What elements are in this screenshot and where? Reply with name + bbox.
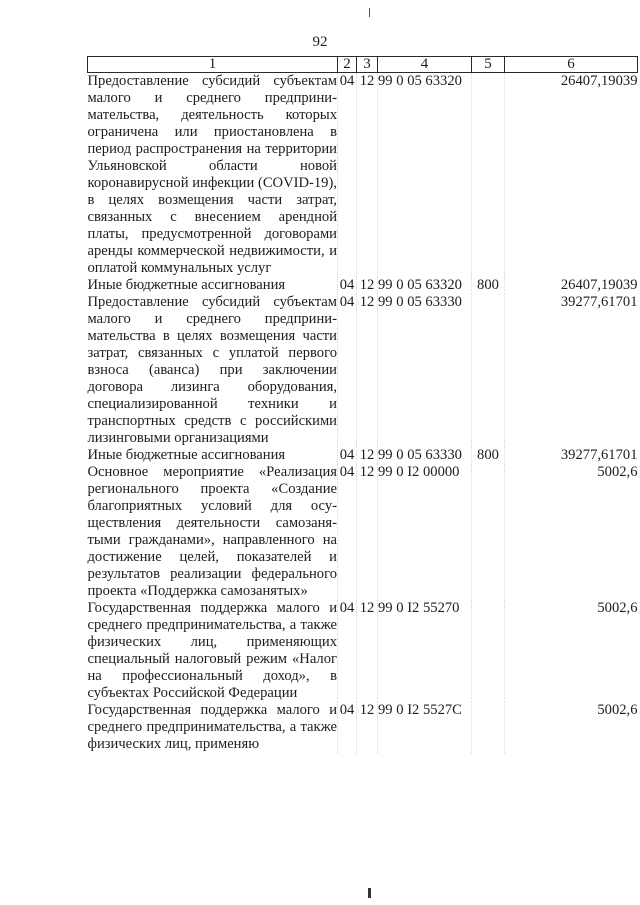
row-name: Предоставление субсидий субъектам малого и среднего предпринимательства, деятельность которых ограничена или приостановлена в период распространения на территории Ульяновской области новой коронавирусной инфекции (COVID-19), в целях возмещения части затрат, связанных с внесением арендной платы, предусмотренной договорами аренды коммерческой недвижимости, и оплатой коммунальных услуг	[87, 73, 337, 276]
row-amount: 26407,19039	[560, 277, 638, 293]
row-target-article: 99 0 05 63320	[378, 277, 472, 294]
header-col-1: 1	[88, 57, 338, 73]
header-col-6: 6	[505, 57, 638, 73]
row-target-article: 99 0 05 63330	[378, 447, 472, 464]
row-name: Государственная поддержка малого и среднего предпринимательства, а также физических лиц, применяю	[87, 702, 337, 752]
header-col-3: 3	[357, 57, 378, 73]
table-row	[88, 73, 638, 278]
table-row	[88, 447, 638, 464]
row-name: Иные бюджетные ассигнования	[88, 447, 338, 464]
table-row	[88, 600, 638, 702]
row-subsection: 12	[357, 702, 378, 753]
row-target-article: 99 0 I2 55270	[378, 600, 472, 702]
row-amount: 5002,6	[597, 600, 638, 616]
row-expense-type	[472, 294, 505, 447]
table-row	[88, 294, 638, 447]
row-section: 04	[339, 464, 355, 480]
row-expense-type	[472, 702, 505, 753]
row-section: 04	[339, 294, 355, 310]
row-section: 04	[339, 277, 355, 293]
row-amount: 5002,6	[597, 464, 638, 480]
page-number: 92	[312, 34, 328, 50]
row-expense-type: 800	[472, 447, 505, 464]
row-amount: 39277,61701	[560, 447, 638, 463]
row-section: 04	[339, 702, 355, 718]
budget-table	[87, 56, 638, 753]
table-row	[88, 277, 638, 294]
row-expense-type	[472, 600, 505, 702]
row-subsection: 12	[357, 447, 378, 464]
row-subsection: 12	[357, 600, 378, 702]
row-target-article: 99 0 I2 5527C	[378, 702, 472, 753]
row-target-article: 99 0 05 63320	[378, 73, 472, 278]
header-col-2: 2	[338, 57, 357, 73]
row-target-article: 99 0 05 63330	[378, 294, 472, 447]
row-subsection: 12	[357, 464, 378, 600]
scan-mark-top	[369, 8, 370, 17]
row-subsection: 12	[357, 294, 378, 447]
header-col-4: 4	[378, 57, 472, 73]
row-target-article: 99 0 I2 00000	[378, 464, 472, 600]
row-name: Основное мероприятие «Реализация регионального проекта «Создание благоприятных условий для осуществления деятельности самозанятыми гражданами», направленного на достижение целей, показателей и результатов реализации федерального проекта «Поддержка самозанятых»	[87, 464, 337, 599]
scan-mark-bottom	[368, 888, 371, 898]
row-expense-type	[472, 73, 505, 278]
table-row	[88, 464, 638, 600]
row-section: 04	[339, 600, 355, 616]
row-name: Предоставление субсидий субъектам малого и среднего предпринимательства в целях возмещения части затрат, связанных с уплатой первого взноса (аванса) при заключении договора лизинга оборудования, специализированной техники и транспортных средств с российскими лизинговыми организациями	[87, 294, 337, 446]
row-name: Государственная поддержка малого и среднего предпринимательства, а также физических лиц, применяющих специальный налоговый режим «Налог на профессиональный доход», в субъектах Российской Федерации	[87, 600, 337, 701]
row-amount: 26407,19039	[560, 73, 638, 89]
row-expense-type	[472, 464, 505, 600]
header-col-5: 5	[472, 57, 505, 73]
row-amount: 39277,61701	[560, 294, 638, 310]
row-subsection: 12	[357, 73, 378, 278]
row-subsection: 12	[357, 277, 378, 294]
table-row	[88, 702, 638, 753]
header-row	[88, 57, 638, 73]
row-section: 04	[339, 73, 355, 89]
row-expense-type: 800	[472, 277, 505, 294]
row-section: 04	[339, 447, 355, 463]
row-name: Иные бюджетные ассигнования	[88, 277, 338, 294]
row-amount: 5002,6	[597, 702, 638, 718]
